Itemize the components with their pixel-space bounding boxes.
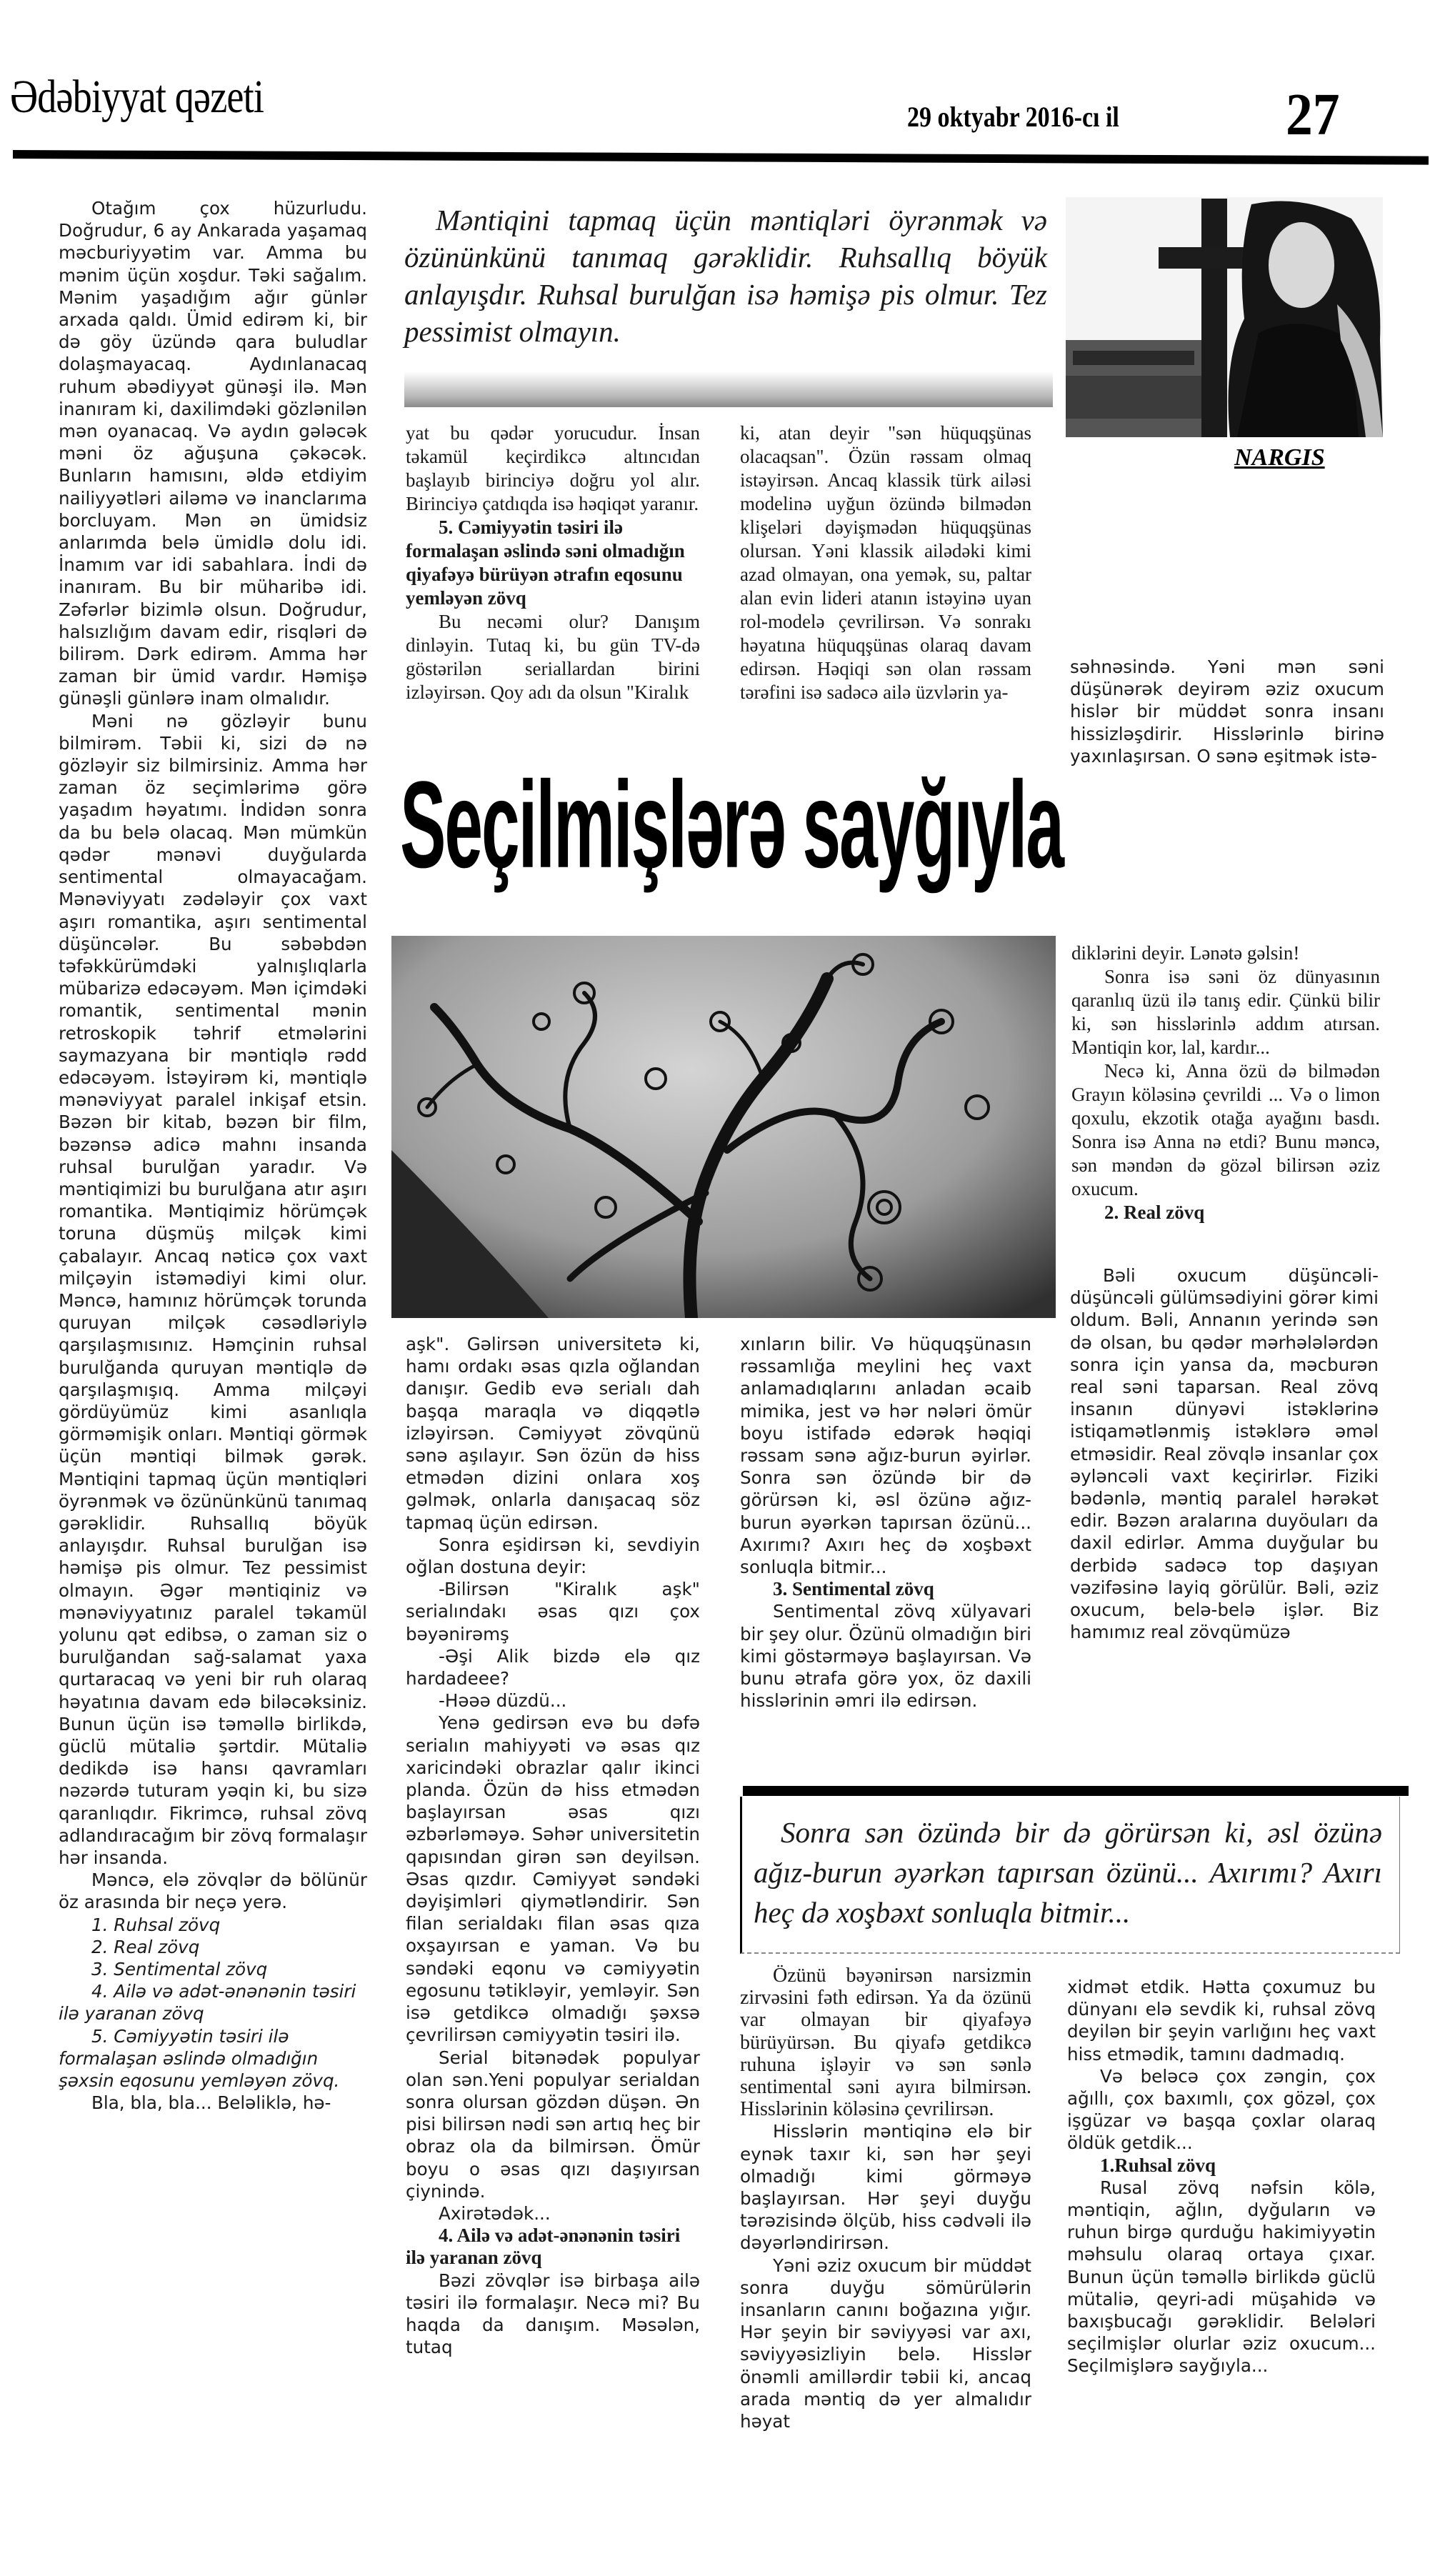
taste-list-item: 2. Real zövq xyxy=(91,1936,200,1957)
paragraph: diklərini deyir. Lənətə gəlsin! xyxy=(1071,942,1300,964)
article-column-2-bottom xyxy=(406,1333,700,2358)
pull-quote-bottom: Sonra sən özündə bir də görürsən ki, əsl özünə ağız-burun əyərkən tapırsan özünü... Axırımı? Axırı heç də xoşbəxt sonluqla bitmir... xyxy=(754,1816,1382,1929)
article-column-4-middle xyxy=(1071,942,1380,1224)
paragraph: Axirətədək... xyxy=(439,2202,551,2224)
section-heading: 1.Ruhsal zövq xyxy=(1100,2154,1216,2176)
paragraph: Özünü bəyənirsən narsizmin zirvəsini fəth edirsən. Ya da özünü var olmayan bir qiyafəyə bürüyürsən. Bu qiyafə getdikcə ruhuna işləyir və sən sənlə sentimental səni ayıra bilmirsən. Hisslərinin köləsinə çevrilirsən. xyxy=(740,1965,1031,2121)
paragraph: Rusal zövq nəfsin kölə, məntiqin, ağlın, dyğuların və ruhun birgə qurduğu hakimiyyətin məhsulu olaraq ortaya çıxar. Bunun üçün təməllə birlikdə güclü mütaliə, qeyri-adi müşahidə və baxışbucağı gərəklidir. Belələri seçilmişlər olurlar əziz oxucum... Seçilmişlərə sayğıyla... xyxy=(1067,2177,1376,2377)
paragraph: ki, atan deyir "sən hüquqşünas olacaqsan". Özün rəssam olmaq istəyirsən. Ancaq klassik türk ailəsi modelinə uyğun özündə bilmədən klişeləri dəyişmədən hüquqşünas olursan. Yəni klassik ailədəki kimi azad olmayan, ona yemək, su, paltar alan evin lideri atanın istəyinə uyan rol-modelə çevrilirsən. Və sonrakı həyatına hüquqşünas olaraq davam edirsən. Həqiqi sən olan rəssam tərəfini isə sadəcə ailə üzvlərin ya- xyxy=(740,422,1031,703)
dialogue-line: -Həəə düzdü... xyxy=(439,1690,567,1712)
paragraph: Bəzi zövqlər isə birbaşa ailə təsiri ilə formalaşır. Necə mi? Bu haqda da danışım. Məsələn, tutaq xyxy=(406,2270,700,2358)
paragraph: Sentimental zövq xülyavari bir şey olur. Özünü olmadığın biri kimi göstərməyə başlayırsan. Və bunu ətrafa görə yox, öz daxili hisslərinin əmri ilə edirsən. xyxy=(740,1601,1031,1712)
pull-quote-bottom-box xyxy=(740,1797,1400,1954)
paragraph: aşk". Gəlirsən universitetə ki, hamı ordakı əsas qızla oğlandan danışır. Gedib evə serialı dah başqa maraqla və diqqətlə izləyirsən. Cəmiyyət zövqünü sənə aşılayır. Sən özün də hiss etmədən dizini onlara xoş gəlmək, onlarla danışacaq söz tapmaq üçün edirsən. xyxy=(406,1334,700,1533)
paragraph: səhnəsində. Yəni mən səni düşünərək deyirəm əziz oxucum hislər bir müddət sonra insanı hissizləşdirir. Hisslərinlə birinə yaxınlaşırsan. O sənə eşitmək istə- xyxy=(1070,657,1384,767)
article-column-3-bottom xyxy=(740,1333,1031,1712)
taste-list-item: 5. Cəmiyyətin təsiri ilə formalaşan əslində olmadığın şəxsin eqosunu yemləyən zövq. xyxy=(59,2025,340,2092)
masthead-divider xyxy=(13,150,1429,165)
paragraph: Məncə, elə zövqlər də bölünür öz arasında bir neçə yerə. xyxy=(59,1869,367,1913)
section-heading: 5. Cəmiyyətin təsiri ilə formalaşan əslində səni olmadığın qiyafəyə bürüyən ətrafın eqosunu yemləyən zövq xyxy=(406,516,685,609)
dialogue-line: -Bilirsən "Kiralık aşk" serialındakı əsas qızı çox bəyənirəmş xyxy=(406,1579,700,1644)
paragraph: Sonra eşidirsən ki, sevdiyin oğlan dostuna deyir: xyxy=(406,1534,700,1578)
paragraph: Otağım çox hüzurludu. Doğrudur, 6 ay Ankarada yaşamaq məcburiyyətim var. Amma bu mənim üçün xoşdur. Təki sağalım. Mənim yaşadığım ağır günlər arxada qaldı. Ümid edirəm ki, bir də göy üzündə qara buludlar dolaşmayacaq. Aydınlanacaq ruhum əbədiyyət günəşi ilə. Mən inanıram ki, daxilimdəki gözlənilən mən oyanacaq. Və aydın gələcək məni öz ağuşuna çəkəcək. Bunların hamısını, əldə etdiyim nailiyyətləri ailəmə və inanclarıma borcluyam. Mən ən ümidsiz anlarımda belə ümidlə dolu idi. İnamım var idi sabahlara. İndi də inanıram. Bu bir müharibə idi. Zəfərlər bizimlə olsun. Doğrudur, halsızlığım davam edir, risqləri də bilirəm. Dərk edirəm. Amma hər zaman bir ümid vardır. Həmişə günəşli günlərə inam olmalıdır. xyxy=(59,198,367,709)
paragraph: Bəli oxucum düşüncəli-düşüncəli gülümsədiyini görər kimi oldum. Bəli, Annanın yerində sən də olsan, bu qədər mərhələlərdən sonra için yansa da, məcburən real səni taparsan. Real zövq insanın dünyəvi istəklərinə istiqamətlənmiş istəklərə əməl etməsidir. Real zövqlə insanlar çox əyləncəli vaxt keçirirlər. Fiziki bədənlə, məntiq paralel hərəkət edir. Bəzən aralarına duyöuları da daxil edirlər. Amma duyğular bu derbidə sadəcə top daşıyan vəzifəsinə layiq görülür. Bəli, əziz oxucum, belə-belə işlər. Biz hamımız real zövqümüzə xyxy=(1070,1265,1379,1643)
portrait-illustration xyxy=(1066,197,1383,437)
article-column-3-lower xyxy=(740,1965,1031,2432)
tree-illustration xyxy=(391,936,1056,1318)
article-column-3-top xyxy=(740,421,1031,704)
taste-list-item: 4. Ailə və adət-ənənənin təsiri ilə yaranan zövq xyxy=(59,1981,356,2025)
paragraph: Məni nə gözləyir bunu bilmirəm. Təbii ki, sizi də nə gözləyir siz bilmirsiniz. Amma hər zaman öz seçimlərimə görə yaşadım həyatımı. İndidən sonra da bu belə olacaq. Mən mümkün qədər mənəvi duyğularda sentimental olmayacağam. Mənəviyyatı zədələyir çox vaxt aşırı romantika, aşırı sentimental düşüncələr. Bu səbəbdən təfəkkürümdəki yalnışlıqlarla mübarizə edəcəyəm. Mən içimdəki romantik, sentimental mənin retroskopik təhrif etmələrini saymazyana bir məntiqlə rədd edəcəyəm. İstəyirəm ki, məntiqlə mənəviyyat paralel inkişaf etsin. Bəzən bir kitab, bəzən bir film, bəzənsə adicə mahnı insanda ruhsal burulğan yaradır. Və məntiqimizi bu burulğana atır aşırı romantika. Məntiqimiz hörümçək toruna düşmüş milçək kimi çabalayır. Ancaq nəticə çox vaxt milçəyin istəmədiyi kimi olur. Məncə, hamınız hörümçək torunda quruyan milçək cəsədləriylə qarşılaşmısınız. Həmçinin ruhsal burulğanda quruyan məntiqlə də qarşılaşmışıq. Amma milçəyi gördüyümüz kimi asanlıqla görməmişik onları. Məntiqi görmək üçün məntiqi bilmək gərək. Məntiqini tapmaq üçün məntiqləri öyrənmək və özününkünü tanımaq gərəklidir. Ruhsallıq böyük anlayışdır. Ruhsal burulğan isə həmişə pis olmur. Tez pessimist olmayın. Əgər məntiqiniz və mənəviyyatınız paralel təkamül yolunu qət edibsə, o zaman siz o burulğandan sağ-salamat yaxa qurtaracaq və yeni bir ruh olaraq həyatınıa davam edə biləcəksiniz. Bunun üçün isə təməllə birlikdə, güclü mütaliə şərtdir. Mütaliə dedikdə isə hansı qavramları nəzərdə tuturam yəqin ki, bu sizə qaranlıqdır. Fikrimcə, ruhsal zövq adlandıracağım bir zövq formalaşır hər insanda. xyxy=(59,710,367,1869)
taste-list-item: 1. Ruhsal zövq xyxy=(91,1914,221,1935)
pull-quote-shading xyxy=(404,371,1053,407)
paragraph: Bu necəmi olur? Danışım dinləyin. Tutaq ki, bu gün TV-də göstərilən seriallardan birini izləyirsən. Qoy adı da olsun "Kiralık xyxy=(406,611,700,703)
article-column-4-lower xyxy=(1067,1976,1376,2377)
section-heading: 2. Real zövq xyxy=(1104,1202,1205,1223)
paragraph: Sonra isə səni öz dünyasının qaranlıq üzü ilə tanış edir. Çünkü bilir ki, sən hisslərinlə addım atırsan. Məntiqin kor, lal, kardır... xyxy=(1071,966,1380,1058)
paragraph: yat bu qədər yorucudur. İnsan təkamül keçirdikcə altıncıdan başlayıb birinciyə doğru yol alır. Birinciyə çatdıqda isə həqiqət yaranır. xyxy=(406,422,700,514)
section-heading: 3. Sentimental zövq xyxy=(773,1578,934,1600)
swirly-tree-painting-icon xyxy=(391,936,1056,1318)
paragraph: Və beləcə çox zəngin, çox ağıllı, çox baxımlı, çox gözəl, çox işgüzar və başqa çoxlar olaraq öldük getdik... xyxy=(1067,2065,1376,2154)
paragraph: Hisslərin məntiqinə elə bir eynək taxır ki, sən hər şeyi olmadığı kimi görməyə başlayırsan. Hər şeyi duyğu tərəzisində ölçüb, hiss cədvəli ilə dəyərləndirirsən. xyxy=(740,2121,1031,2254)
article-column-1 xyxy=(59,197,367,2114)
page-number: 27 xyxy=(1286,81,1340,148)
article-column-2-top xyxy=(406,421,700,704)
issue-date: 29 oktyabr 2016-cı il xyxy=(907,101,1119,133)
author-portrait-photo-icon xyxy=(1066,197,1383,437)
section-divider xyxy=(743,1786,1409,1796)
section-heading: 4. Ailə və adət-ənənənin təsiri ilə yaranan zövq xyxy=(406,2225,681,2269)
paragraph: Yenə gedirsən evə bu dəfə serialın mahiyyəti və əsas qız xaricindəki obrazlar qalır ikinci planda. Özün də hiss etmədən başlayırsan əsas qızı əzbərləməyə. Səhər universitetin qapısından girən sən deyilsən. Əsas qızdır. Cəmiyyət səndəki dəyişimləri qiymətləndirir. Sən filan serialdakı filan əsas qıza oxşayırsan e yaman. Və bu səndəki eqonu və cəmiyyətin egosunu tətikləyir, yemləyir. Sən isə getdikcə olmadığı şəxsə çevrilirsən cəmiyyətin təsiri ilə. xyxy=(406,1712,700,2046)
article-headline xyxy=(400,756,1120,894)
paragraph: Bla, bla, bla... Beləliklə, hə- xyxy=(91,2092,331,2114)
paragraph: Necə ki, Anna özü də bilmədən Grayın köləsinə çevrildi ... Və o limon qoxulu, ekzotik otağa ayağını basdı. Sonra isə Anna nə etdi? Bunu məncə, sən məndən də gözəl bilirsən əziz oxucum. xyxy=(1071,1060,1380,1199)
paragraph: xınların bilir. Və hüquqşünasın rəssamlığa meylini heç vaxt anlamadıqlarını anladan əcaib mimika, jest və hər nələri ömür boyu istifadə edərək həqiqi rəssam sənə ağız-burun əyirlər. Sonra sən özündə bir də görürsən ki, əsl özünə ağız-burun əyərkən tapırsan özünü... Axırımı? Axırı heç də xoşbəxt sonluqla bitmir... xyxy=(740,1334,1031,1578)
author-name: NARGIS xyxy=(1234,444,1325,471)
paragraph: xidmət etdik. Hətta çoxumuz bu dünyanı elə sevdik ki, ruhsal zövq deyilən bir şeyin varlığını heç vaxt hiss etmədik, tamını dadmadıq. xyxy=(1067,1977,1376,2065)
article-column-4-real-taste xyxy=(1070,1264,1379,1643)
dialogue-line: -Əşi Alik bizdə elə qız hardadeee? xyxy=(406,1645,700,1689)
paragraph: Serial bitənədək populyar olan sən.Yeni populyar serialdan sonra olursan gözdən düşən. Ən pisi bilirsən nədi sən artıq heç bir obraz ola da bilmirsən. Ömür boyu o əsas qızı daşıyırsan çiynində. xyxy=(406,2047,700,2202)
pull-quote-top: Məntiqini tapmaq üçün məntiqləri öyrənmək və özününkünü tanımaq gərəklidir. Ruhsallıq böyük anlayışdır. Ruhsal burulğan isə həmişə pis olmur. Tez pessimist olmayın. xyxy=(404,204,1047,348)
headline-text: Seçilmişlərə sayğıyla xyxy=(400,756,1063,894)
article-column-4-top xyxy=(1070,656,1384,767)
newspaper-title: Ədəbiyyat qəzeti xyxy=(10,71,264,123)
taste-list-item: 3. Sentimental zövq xyxy=(91,1959,268,1980)
paragraph: Yəni əziz oxucum bir müddət sonra duyğu sömürülərin insanların canını boğazına yığır. Hər şeyin bir səviyyəsi var axı, səviyyəsizliyin belə. Hisslər önəmli amillərdir təbii ki, ancaq arada məntiq də yer almalıdır həyat xyxy=(740,2255,1031,2432)
